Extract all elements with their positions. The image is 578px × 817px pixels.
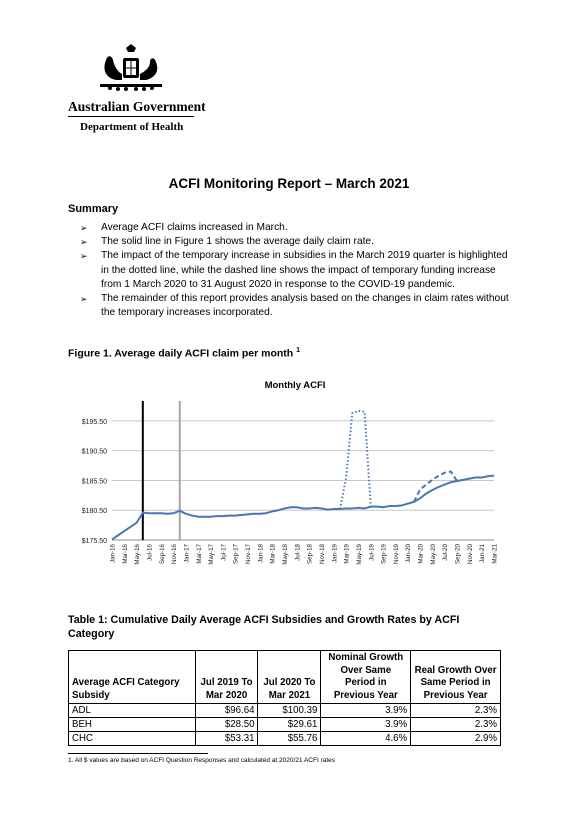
x-tick-label: Sep-20 (454, 544, 462, 564)
header-nominal-growth: Nominal Growth Over Same Period in Previous Year (321, 651, 411, 704)
table-caption: Table 1: Cumulative Daily Average ACFI Subsidies and Growth Rates by ACFI Category (68, 614, 460, 640)
x-tick-label: Jan-19 (331, 544, 339, 563)
x-tick-label: Jan-18 (257, 544, 265, 563)
chart-title: Monthly ACFI (264, 380, 326, 391)
x-tick-label: Sep-18 (306, 544, 314, 564)
summary-bullet: ➢ The remainder of this report provides analysis based on the changes in claim rates without the temporary increases incorporated. (80, 293, 509, 319)
government-name: Australian Government (68, 99, 206, 114)
report-title: ACFI Monitoring Report – March 2021 (168, 176, 410, 191)
cell-real: 2.9% (411, 732, 501, 746)
x-tick-label: May-17 (208, 544, 216, 565)
summary-bullet: ➢ The impact of the temporary increase in subsidies in the March 2019 quarter is highlighted in the dotted line, while the dashed line shows the impact of temporary funding increase from 1 March 2020 to 31 August 2020 in response to the COVID-19 pandemic. (80, 250, 508, 290)
x-tick-label: May-20 (429, 544, 437, 565)
arrow-bullet-icon: ➢ (80, 223, 88, 233)
table-header-row (69, 651, 501, 704)
cell-category: CHC (69, 732, 196, 746)
cell-nominal: 3.9% (321, 718, 411, 732)
x-tick-label: May-19 (355, 544, 363, 565)
summary-heading: Summary (68, 203, 119, 215)
y-tick-label: $180.50 (81, 508, 107, 516)
summary-bullet: ➢ Average ACFI claims increased in March. (78, 221, 518, 235)
x-tick-label: May-16 (134, 544, 142, 565)
x-tick-label: Mar-20 (417, 544, 425, 564)
cell-real: 2.3% (411, 718, 501, 732)
summary-list (78, 221, 518, 320)
x-tick-label: Mar-18 (269, 544, 277, 564)
y-tick-label: $185.50 (81, 478, 107, 486)
acfi-subsidy-table (68, 650, 501, 746)
department-name: Department of Health (80, 121, 184, 133)
cell-category: BEH (69, 718, 196, 732)
x-tick-label: Nov-20 (466, 544, 474, 564)
x-tick-label: Mar-21 (491, 544, 499, 564)
summary-bullet: ➢ The solid line in Figure 1 shows the average daily claim rate. (78, 235, 518, 249)
figure-caption: Figure 1. Average daily ACFI claim per month $^1$ (68, 347, 301, 360)
x-tick-label: Nov-17 (245, 544, 253, 564)
header-jul2020: Jul 2020 To Mar 2021 (258, 651, 321, 704)
header-jul2019: Jul 2019 To Mar 2020 (195, 651, 258, 704)
cell-category: ADL (69, 704, 196, 718)
x-tick-label: Nov-16 (171, 544, 179, 564)
x-tick-label: Sep-17 (232, 544, 240, 564)
x-tick-label: Jan-17 (183, 544, 191, 563)
cell-jul2020: $100.39 (258, 704, 321, 718)
arrow-bullet-icon: ➢ (80, 237, 88, 248)
x-tick-label: Nov-19 (392, 544, 400, 564)
x-tick-label: Jul-18 (294, 544, 302, 561)
series-line-dotted (340, 411, 371, 509)
cell-nominal: 3.9% (321, 704, 411, 718)
cell-jul2020: $29.61 (258, 718, 321, 732)
coat-of-arms-icon (96, 44, 166, 94)
table-row (69, 718, 501, 732)
x-tick-label: Jan-16 (109, 544, 117, 563)
x-tick-label: Jul-17 (220, 544, 228, 561)
y-tick-label: $195.50 (81, 418, 107, 426)
x-tick-label: May-18 (282, 544, 290, 565)
x-tick-label: Mar-19 (343, 544, 351, 564)
x-tick-label: Jul-20 (442, 544, 450, 561)
arrow-bullet-icon: ➢ (80, 251, 88, 262)
x-tick-label: Mar-17 (195, 544, 203, 564)
monthly-acfi-chart (68, 375, 508, 580)
x-tick-label: Mar-16 (121, 544, 129, 564)
footnote-ref: 1 (296, 347, 301, 354)
cell-jul2019: $28.50 (195, 718, 258, 732)
cell-jul2019: $53.31 (195, 732, 258, 746)
arrow-bullet-icon: ➢ (80, 294, 88, 305)
series-line-solid (112, 476, 494, 540)
x-tick-label: Jul-16 (146, 544, 154, 561)
y-tick-label: $190.50 (81, 448, 107, 456)
table-row (69, 704, 501, 718)
x-tick-label: Sep-16 (158, 544, 166, 564)
cell-jul2020: $55.76 (258, 732, 321, 746)
x-tick-label: Jul-19 (368, 544, 376, 561)
header-divider (68, 116, 194, 117)
cell-jul2019: $96.64 (195, 704, 258, 718)
x-tick-label: Jan-20 (405, 544, 413, 563)
x-tick-label: Jan-21 (479, 544, 487, 563)
y-tick-label: $175.50 (81, 538, 107, 545)
cell-nominal: 4.6% (321, 732, 411, 746)
header-real-growth: Real Growth Over Same Period in Previous Year (411, 651, 501, 704)
header-category: Average ACFI Category Subsidy (69, 651, 196, 704)
x-tick-label: Nov-18 (318, 544, 326, 564)
x-tick-label: Sep-19 (380, 544, 388, 564)
footnote: 1. All $ values are based on ACFI Question Responses and calculated at 2020/21 ACFI rates (68, 757, 336, 764)
cell-real: 2.3% (411, 704, 501, 718)
table-row (69, 732, 501, 746)
footnote-divider (68, 753, 208, 754)
